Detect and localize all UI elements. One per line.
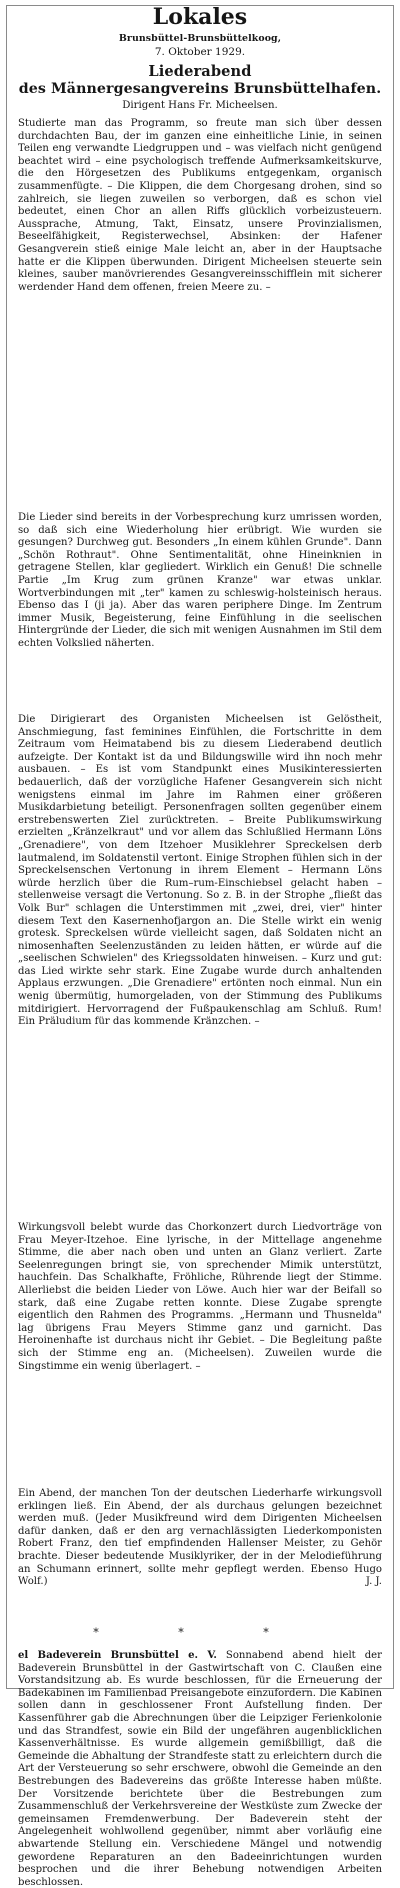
- column: [18, 6, 382, 1888]
- date-line: 7. Oktober 1929.: [154, 46, 246, 58]
- notice-text: Sonnabend abend hielt der Badeverein Brunsbüttel in der Gastwirtschaft von C. Claußen eine Vorstandsitzung ab. Es wurde beschlossen, für die Erneuerung der Badekabinen im Familienbad Preisangebote einzufordern. Die Kabinen sollen dann in geschlossener Front Aufstellung finden. Der Kassenführer gab die Abrechnungen über die Leipziger Ferienkolonie und das Strandfest, sowie ein Bild der ungefähren augenblicklichen Kassenverhältnisse. Es wurde allgemein gemißbilligt, daß die Gemeinde die Abhaltung der Strandfeste statt zu erleichtern durch die Art der Versteuerung so sehr erschwere, obwohl die Gemeinde an den Bestrebungen des Badevereins das größte Interesse haben müßte. Der Vorsitzende berichtete über die Bestrebungen zum Zusammenschluß der Verkehrsvereine der Westküste zum Zwecke der gemeinsamen Fremdenwerbung. Der Badeverein steht der Angelegenheit wohlwollend gegenüber, nimmt aber vorläufig eine abwartende Stellung ein. Verschiedene Mängel und notwendig gewordene Reparaturen an den Badeeinrichtungen wurden besprochen und die ihrer Behebung notwendigen Arbeiten beschlossen.: [18, 1650, 382, 1888]
- article-paragraph: [18, 1488, 382, 1628]
- notice-paragraph: [18, 1650, 382, 1888]
- section-separator: * * *: [93, 1626, 307, 1639]
- article-paragraph: Die Lieder sind bereits in der Vorbesprechung kurz umrissen worden, so daß sich eine Wiederholung hier erübrigt. Wie wurden sie gesungen? Durchweg gut. Besonders „In einem kühlen Grunde". Dann „Schön Rothraut". Ohne Sentimentalität, ohne Hineinknien in getragene Stellen, klar gegliedert. Wirklich ein Genuß! Die schnelle Partie „Im Krug zum grünen Kranze" war etwas unklar. Wortverbindungen mit „ter" kamen zu schleswig-holsteinisch heraus. Ebenso das I (ji ja). Aber das waren periphere Dinge. Im Zentrum immer Musik, Begeisterung, feine Einfühlung in die seelischen Hintergründe der Lieder, die sich mit wenigen Ausnahmen im Stil dem echten Volkslied näherten.: [18, 512, 382, 649]
- article-subheadline: des Männergesangvereins Brunsbüttelhafen.: [18, 81, 382, 97]
- article-headline: Liederabend: [148, 63, 252, 80]
- author-signature: J. J.: [365, 1576, 382, 1588]
- article-paragraph: Die Dirigierart des Organisten Micheelsen ist Gelöstheit, Anschmiegung, fast feminines Einfühlen, die Fortschritte in dem Zeitraum vom Heimatabend bis zu diesem Liederabend deutlich aufzeigte. Der Kontakt ist da und Bildungswille wird ihn noch mehr ausbauen. – Es ist vom Standpunkt eines Musikinteressierten bedauerlich, daß der vorzügliche Hafener Gesangverein sich nicht wenigstens einmal im Jahre im Rahmen einer größeren Musikdarbietung beteiligt. Personenfragen sollten gegenüber einem erstrebenswerten Ziel zurücktreten. – Breite Publikumswirkung erzielten „Kränzelkraut" und vor allem das Schlußlied Hermann Löns „Grenadiere", von dem Itzehoer Musiklehrer Spreckelsen derb lautmalend, im Soldatenstil vertont. Einige Strophen fühlen sich in der Spreckelsenschen Vertonung in ihrem Element – Hermann Löns würde herzlich über die Rum–rum-Einschiebsel gelacht haben – stellenweise versagt die Vertonung. So z. B. in der Strophe „fließt das Volk Bur" schlagen die Unterstimmen mit „zwei, drei, vier" hinter diesem Text den Kasernenhofjargon an. Die Stelle wirkt ein wenig grotesk. Spreckelsen würde vielleicht sagen, daß Soldaten nicht an nimosenhaften Seelenzuständen zu leiden hätten, er würde auf die „seelischen Schwielen" des Kriegssoldaten hinweisen. – Kurz und gut: das Lied wirkte sehr stark. Eine Zugabe wurde durch anhaltenden Applaus erzwungen. „Die Grenadiere" ertönten noch einmal. Nun ein wenig übermütig, humorgeladen, von der Stimmung des Publikums mitdirigiert. Hervorragend der Fußpaukenschlag am Schluß. Rum! Ein Präludium für das kommende Kränzchen. –: [18, 714, 382, 1028]
- article-paragraph: Wirkungsvoll belebt wurde das Chorkonzert durch Liedvorträge von Frau Meyer-Itzehoe. Eine lyrische, in der Mittellage angenehme Stimme, die aber nach oben und unten an Glanz verliert. Zarte Seelenregungen bringt sie, von sprechender Mimik unterstützt, hauchfein. Das Schalkhafte, Fröhliche, Rührende liegt der Stimme. Allerliebst die beiden Lieder von Löwe. Auch hier war der Beifall so stark, daß eine Zugabe retten konnte. Diese Zugabe sprengte eigentlich den Rahmen des Programms. „Hermann und Thusnelda" lag übrigens Frau Meyers Stimme ganz und garnicht. Das Heroinenhafte ist durchaus nicht ihr Gebiet. – Die Begleitung paßte sich der Stimme eng an. (Micheelsen). Zuweilen wurde die Singstimme ein wenig überlagert. –: [18, 1222, 382, 1372]
- section-title: Lokales: [152, 4, 248, 30]
- notice-lead: el Badeverein Brunsbüttel e. V.: [18, 1650, 217, 1661]
- article-byline: Dirigent Hans Fr. Micheelsen.: [122, 100, 278, 111]
- place-line: Brunsbüttel-Brunsbüttelkoog,: [118, 33, 282, 44]
- article-paragraph: Studierte man das Programm, so freute man sich über dessen durchdachten Bau, der im ganzen eine einheitliche Linie, in seinen Teilen eng verwandte Liedgruppen und – was vielfach nicht genügend beachtet wird – eine psychologisch treffende Aufmerksamkeitskurve, die den Hörgesetzen des Publikums entgegenkam, organisch zusammenfügte. – Die Klippen, die dem Chorgesang drohen, sind so zahlreich, sie liegen zuweilen so verborgen, daß es schon viel bedeutet, einen Chor an allen Riffs glücklich vorbeizusteuern. Aussprache, Atmung, Takt, Einsatz, unsere Provinzialismen, Beseelfähigkeit, Registerwechsel, Absinken: der Hafener Gesangverein stieß einige Male leicht an, aber in der Hauptsache hatte er die Klippen überwunden. Dirigent Micheelsen steuerte sein kleines, sauber manövrierendes Gesangvereinsschifflein mit sicherer werdender Hand dem offenen, freien Meere zu. –: [18, 118, 382, 293]
- closing-paragraph-text: Ein Abend, der manchen Ton der deutschen Liederharfe wirkungsvoll erklingen ließ. Ein Abend, der als durchaus gelungen bezeichnet werden muß. (Jeder Musikfreund wird dem Dirigenten Micheelsen dafür danken, daß er den arg vernachlässigten Liederkomponisten Robert Franz, den tief empfindenden Hallenser Meister, zu Gehör brachte. Dieser bedeutende Musiklyriker, der in der Melodieführung an Schumann erinnert, sollte mehr gepflegt werden. Ebenso Hugo Wolf.): [18, 1488, 382, 1588]
